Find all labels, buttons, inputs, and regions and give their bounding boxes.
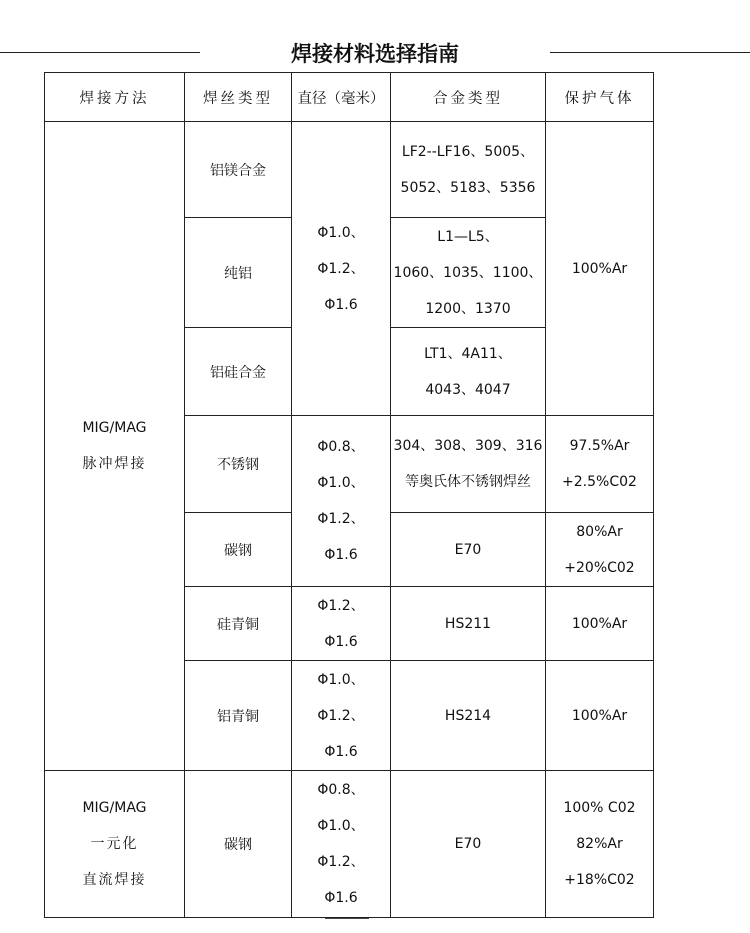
alloy-line: 1060、1035、1100、 [393, 264, 543, 281]
diameter-line: Φ1.0、 [317, 818, 365, 834]
alloy-line: LT1、4A11、 [424, 345, 512, 362]
diameter-line: Φ1.2、 [317, 854, 365, 870]
diameter-cell [292, 587, 391, 661]
gas-line: 82%Ar [576, 836, 623, 852]
table-header-row [45, 73, 654, 122]
bottom-rule [325, 918, 369, 919]
wire-cell: 铝青铜 [185, 661, 292, 771]
diameter-line: Φ0.8、 [317, 439, 365, 455]
gas-cell: 100%Ar [546, 661, 654, 771]
diameter-line: Φ1.6 [324, 633, 358, 650]
wire-cell: 铝硅合金 [185, 328, 292, 416]
wire-cell: 硅青铜 [185, 587, 292, 661]
alloy-cell: E70 [391, 771, 546, 918]
alloy-line: 等奥氏体不锈钢焊丝 [405, 474, 531, 490]
diameter-line: Φ1.0、 [317, 671, 365, 688]
alloy-cell: E70 [391, 513, 546, 587]
diameter-line: Φ1.2、 [317, 260, 365, 277]
alloy-line: 4043、4047 [425, 381, 511, 398]
method-line: 直流焊接 [82, 872, 147, 888]
method-line: MIG/MAG [82, 800, 147, 816]
gas-line: +2.5%C02 [562, 474, 637, 490]
header-wire-type: 焊丝类型 [185, 73, 292, 122]
diameter-line: Φ1.6 [324, 743, 358, 760]
gas-cell-aluminum: 100%Ar [546, 122, 654, 416]
wire-cell: 纯铝 [185, 218, 292, 328]
diameter-line: Φ1.6 [324, 890, 358, 906]
diameter-line: Φ1.6 [324, 547, 358, 563]
method-line: 一元化 [90, 836, 139, 852]
gas-line: 80%Ar [576, 523, 623, 540]
wire-cell: 碳钢 [185, 513, 292, 587]
method-cell-dc [45, 771, 185, 918]
wire-cell: 铝镁合金 [185, 122, 292, 218]
header-method: 焊接方法 [45, 73, 185, 122]
table-row [45, 122, 654, 218]
gas-cell [546, 513, 654, 587]
header-diameter: 直径（毫米） [292, 73, 391, 122]
diameter-line: Φ1.0、 [317, 224, 365, 241]
wire-cell: 碳钢 [185, 771, 292, 918]
wire-cell: 不锈钢 [185, 416, 292, 513]
document-title: 焊接材料选择指南 [291, 42, 459, 66]
diameter-cell-aluminum [292, 122, 391, 416]
alloy-cell [391, 122, 546, 218]
header-alloy-type: 合金类型 [391, 73, 546, 122]
diameter-cell [292, 771, 391, 918]
gas-line: +18%C02 [564, 872, 635, 888]
diameter-line: Φ1.2、 [317, 511, 365, 527]
diameter-line: Φ1.2、 [317, 597, 365, 614]
alloy-cell [391, 416, 546, 513]
title-rule-right [550, 52, 750, 53]
table-row [45, 771, 654, 918]
alloy-cell [391, 218, 546, 328]
diameter-line: Φ1.6 [324, 296, 358, 313]
diameter-line: Φ1.0、 [317, 475, 365, 491]
header-shield-gas: 保护气体 [546, 73, 654, 122]
welding-material-table [44, 72, 654, 918]
alloy-cell [391, 328, 546, 416]
diameter-line: Φ0.8、 [317, 782, 365, 798]
method-line: 脉冲焊接 [82, 456, 147, 472]
method-line: MIG/MAG [82, 420, 147, 436]
title-rule-left [0, 52, 200, 53]
alloy-cell: HS211 [391, 587, 546, 661]
alloy-line: L1—L5、 [437, 228, 499, 245]
method-cell-pulse [45, 122, 185, 771]
diameter-cell [292, 661, 391, 771]
alloy-line: LF2--LF16、5005、 [401, 143, 535, 160]
alloy-cell: HS214 [391, 661, 546, 771]
gas-line: +20%C02 [564, 559, 635, 576]
gas-cell: 100%Ar [546, 587, 654, 661]
gas-cell [546, 416, 654, 513]
gas-line: 100% C02 [563, 800, 636, 816]
alloy-line: 5052、5183、5356 [400, 179, 536, 196]
diameter-line: Φ1.2、 [317, 707, 365, 724]
diameter-cell-steel [292, 416, 391, 587]
alloy-line: 1200、1370 [425, 300, 511, 317]
alloy-line: 304、308、309、316 [393, 438, 543, 454]
gas-line: 97.5%Ar [569, 438, 630, 454]
gas-cell [546, 771, 654, 918]
